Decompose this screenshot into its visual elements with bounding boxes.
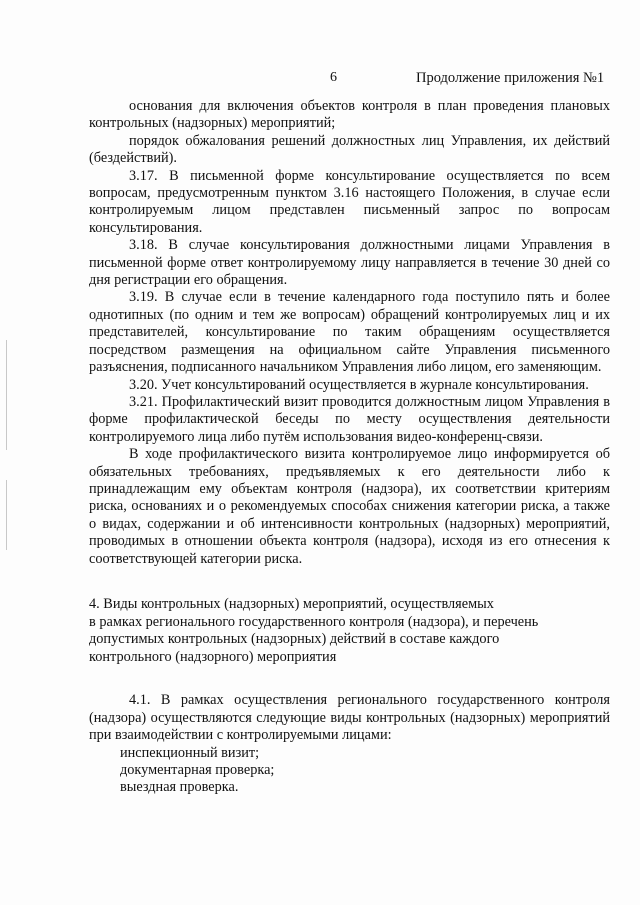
paragraph: В ходе профилактического визита контролируемое лицо информируется об обязательных требованиях, предъявляемых к его деятельности либо к принадлежащим ему объектам контроля (надзора), их соответствии критериям риска, основаниях и о рекомендуемых способах снижения категории риска, а также о видах, содержании и об интенсивности контрольных (надзорных) мероприятий, проводимых в отношении объекта контроля (надзора), исходя из его отнесения к соответствующей категории риска. bbox=[89, 446, 610, 567]
list-item: инспекционный визит; bbox=[120, 744, 260, 761]
paragraph-3-17: 3.17. В письменной форме консультирование осуществляется по всем вопросам, предусмотренным пунктом 3.16 настоящего Положения, в случае если контролируемым лицом представлен письменный запрос по вопросам консультирования. bbox=[89, 167, 610, 236]
scan-margin-mark bbox=[6, 480, 7, 550]
list-item: выездная проверка. bbox=[120, 779, 239, 796]
paragraph: порядок обжалования решений должностных лиц Управления, их действий (бездействий). bbox=[89, 132, 610, 167]
scan-margin-mark bbox=[6, 340, 7, 450]
appendix-continuation-label: Продолжение приложения №1 bbox=[416, 70, 605, 86]
paragraph-4-1: 4.1. В рамках осуществления регионального государственного контроля (надзора) осуществляются следующие виды контрольных (надзорных) мероприятий при взаимодействии с контролируемыми лицами: bbox=[89, 692, 610, 744]
paragraph-3-20: 3.20. Учет консультирований осуществляется в журнале консультирования. bbox=[129, 376, 589, 393]
paragraph-3-21: 3.21. Профилактический визит проводится должностным лицом Управления в форме профилактической беседы по месту осуществления деятельности контролируемого лица либо путём использования видео-конференц-связи. bbox=[89, 393, 610, 445]
list-item: документарная проверка; bbox=[120, 761, 275, 778]
section-heading-line: допустимых контрольных (надзорных) действий в составе каждого bbox=[89, 631, 500, 648]
paragraph-3-19: 3.19. В случае если в течение календарного года поступило пять и более однотипных (по одним и тем же вопросам) обращений контролируемых лиц и их представителей, консультирование по таким обращениям осуществляется посредством размещения на официальном сайте Управления письменного разъяснения, подписанного начальником Управления либо лицом, его заменяющим. bbox=[89, 289, 610, 376]
paragraph: основания для включения объектов контроля в план проведения плановых контрольных (надзорных) мероприятий; bbox=[89, 98, 610, 132]
section-heading bbox=[89, 596, 610, 666]
section-heading-line: в рамках регионального государственного контроля (надзора), и перечень bbox=[89, 613, 539, 630]
page-number: 6 bbox=[330, 70, 337, 85]
section-heading-line: контрольного (надзорного) мероприятия bbox=[89, 648, 337, 665]
paragraph-3-18: 3.18. В случае консультирования должностными лицами Управления в письменной форме ответ контролируемому лицу направляется в течение 30 дней со дня регистрации его обращения. bbox=[89, 237, 610, 289]
document-body bbox=[89, 98, 610, 797]
section-heading-line: 4. Виды контрольных (надзорных) мероприятий, осуществляемых bbox=[89, 595, 494, 612]
